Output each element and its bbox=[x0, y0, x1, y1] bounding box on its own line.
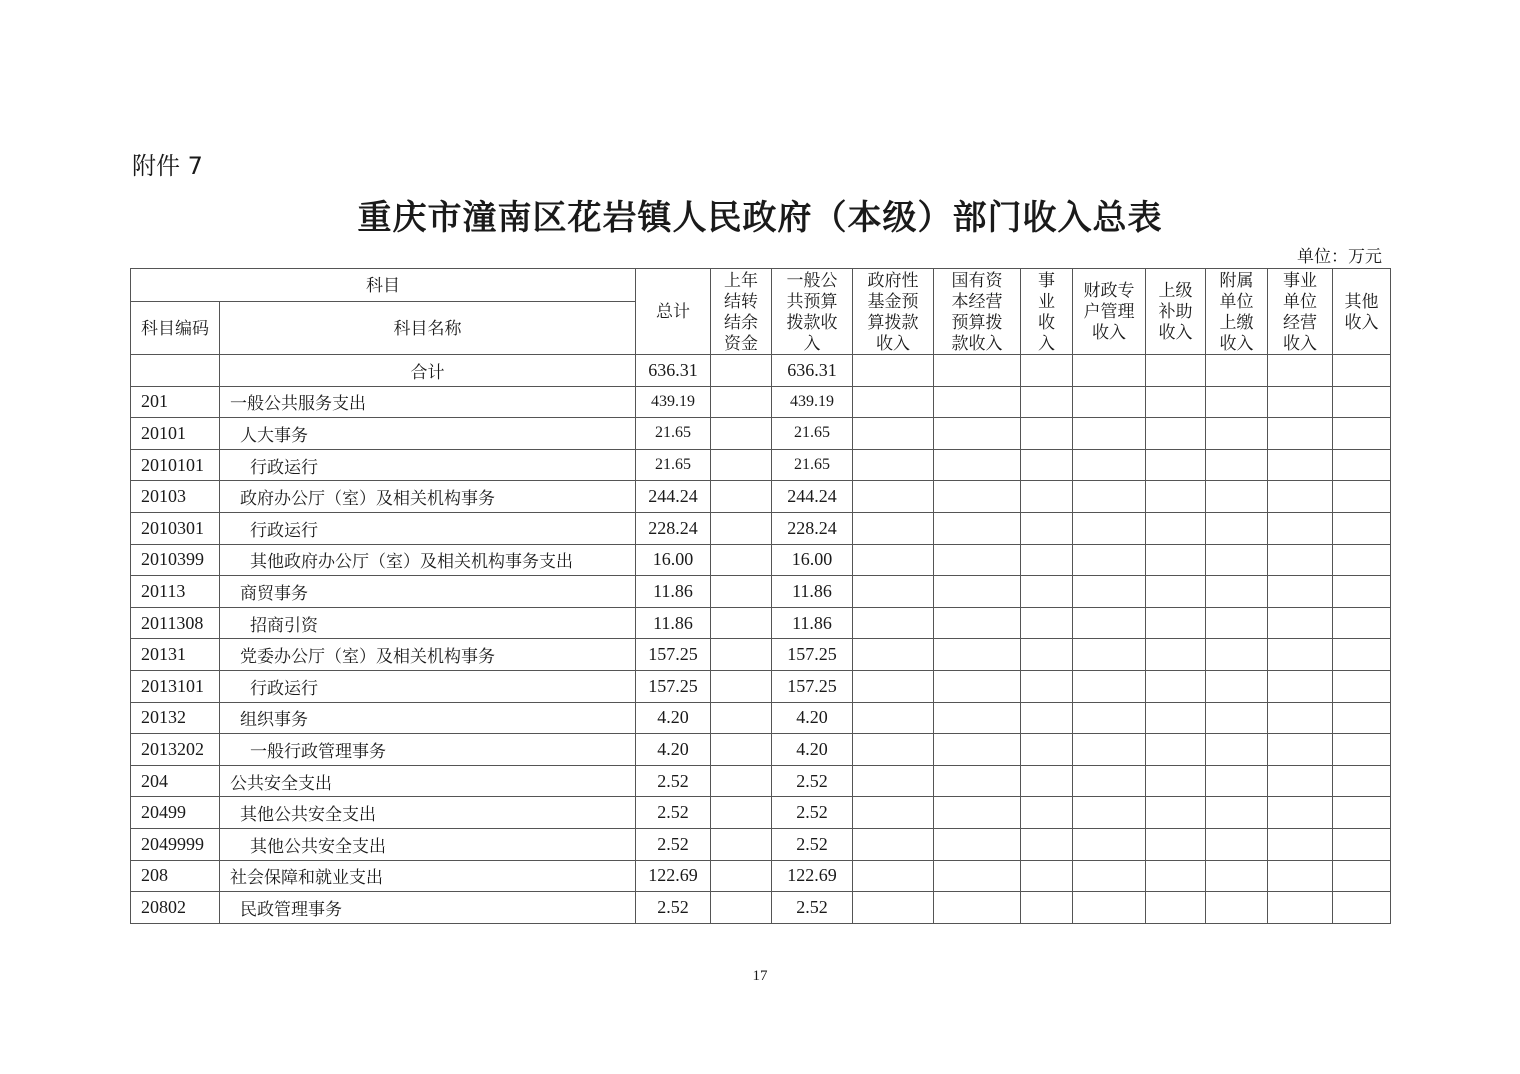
empty-cell bbox=[1021, 418, 1073, 450]
empty-cell bbox=[711, 828, 772, 860]
page-title: 重庆市潼南区花岩镇人民政府（本级）部门收入总表 bbox=[357, 198, 1163, 238]
empty-cell bbox=[1206, 481, 1268, 513]
empty-cell bbox=[1146, 892, 1206, 924]
page-number: 17 bbox=[752, 968, 768, 984]
empty-cell bbox=[1268, 576, 1333, 608]
empty-cell bbox=[1333, 639, 1391, 671]
subject-code-cell: 20113 bbox=[131, 576, 220, 608]
empty-cell bbox=[1021, 386, 1073, 418]
table-row bbox=[131, 734, 1391, 766]
header-business-income: 事 业 收 入 bbox=[1021, 269, 1073, 355]
table-row bbox=[131, 418, 1391, 450]
empty-cell bbox=[1206, 797, 1268, 829]
subject-code-cell: 2010399 bbox=[131, 544, 220, 576]
empty-cell bbox=[1206, 734, 1268, 766]
subject-code-cell: 2010301 bbox=[131, 512, 220, 544]
total-label: 合计 bbox=[220, 355, 636, 387]
total-general-budget-cell: 636.31 bbox=[772, 355, 853, 387]
empty-cell bbox=[1268, 386, 1333, 418]
empty-cell bbox=[1206, 670, 1268, 702]
empty-cell bbox=[1021, 702, 1073, 734]
header-gov-fund-budget: 政府性 基金预 算拨款 收入 bbox=[853, 269, 934, 355]
empty-cell bbox=[853, 481, 934, 513]
empty-cell bbox=[1206, 418, 1268, 450]
empty-cell bbox=[1021, 481, 1073, 513]
total-cell: 11.86 bbox=[636, 607, 711, 639]
empty-cell bbox=[934, 860, 1021, 892]
subject-code-cell: 201 bbox=[131, 386, 220, 418]
table-row bbox=[131, 544, 1391, 576]
table-row bbox=[131, 828, 1391, 860]
total-code-cell bbox=[131, 355, 220, 387]
empty-cell bbox=[853, 386, 934, 418]
subject-name-cell: 政府办公厅（室）及相关机构事务 bbox=[220, 481, 636, 513]
empty-cell bbox=[1206, 386, 1268, 418]
unit-label: 单位：万元 bbox=[1297, 247, 1382, 266]
header-fiscal-special-account: 财政专 户管理 收入 bbox=[1073, 269, 1146, 355]
empty-cell bbox=[934, 544, 1021, 576]
total-cell: 244.24 bbox=[636, 481, 711, 513]
subject-name-cell: 民政管理事务 bbox=[220, 892, 636, 924]
general-budget-cell: 228.24 bbox=[772, 512, 853, 544]
empty-cell bbox=[1146, 544, 1206, 576]
empty-cell bbox=[1146, 702, 1206, 734]
header-state-capital-budget: 国有资 本经营 预算拨 款收入 bbox=[934, 269, 1021, 355]
empty-cell bbox=[934, 639, 1021, 671]
table-row bbox=[131, 639, 1391, 671]
empty-cell bbox=[934, 607, 1021, 639]
empty-cell bbox=[1073, 860, 1146, 892]
subject-code-cell: 20131 bbox=[131, 639, 220, 671]
empty-cell bbox=[1206, 702, 1268, 734]
empty-cell bbox=[853, 765, 934, 797]
header-other-income: 其他 收入 bbox=[1333, 269, 1391, 355]
empty-cell bbox=[853, 892, 934, 924]
empty-cell bbox=[1333, 512, 1391, 544]
empty-cell bbox=[1146, 512, 1206, 544]
empty-cell bbox=[1146, 860, 1206, 892]
empty-cell bbox=[853, 702, 934, 734]
empty-cell bbox=[934, 576, 1021, 608]
empty-cell bbox=[853, 418, 934, 450]
empty-cell bbox=[1268, 765, 1333, 797]
subject-name-cell: 人大事务 bbox=[220, 418, 636, 450]
subject-name-cell: 一般公共服务支出 bbox=[220, 386, 636, 418]
table-row bbox=[131, 860, 1391, 892]
subject-name-cell: 行政运行 bbox=[220, 449, 636, 481]
empty-cell bbox=[1021, 607, 1073, 639]
total-cell: 2.52 bbox=[636, 797, 711, 829]
general-budget-cell: 16.00 bbox=[772, 544, 853, 576]
empty-cell bbox=[1268, 892, 1333, 924]
empty-cell bbox=[1073, 828, 1146, 860]
attachment-label: 附件 7 bbox=[132, 152, 203, 180]
empty-cell bbox=[1021, 892, 1073, 924]
subject-name-cell: 其他公共安全支出 bbox=[220, 828, 636, 860]
table-row bbox=[131, 892, 1391, 924]
general-budget-cell: 2.52 bbox=[772, 797, 853, 829]
table-row bbox=[131, 512, 1391, 544]
subject-code-cell: 20132 bbox=[131, 702, 220, 734]
empty-cell bbox=[934, 797, 1021, 829]
empty-cell bbox=[934, 670, 1021, 702]
empty-cell bbox=[1268, 355, 1333, 387]
general-budget-cell: 4.20 bbox=[772, 702, 853, 734]
empty-cell bbox=[853, 734, 934, 766]
header-total: 总计 bbox=[636, 269, 711, 355]
total-cell: 4.20 bbox=[636, 702, 711, 734]
empty-cell bbox=[1021, 639, 1073, 671]
empty-cell bbox=[934, 892, 1021, 924]
empty-cell bbox=[711, 607, 772, 639]
empty-cell bbox=[1268, 544, 1333, 576]
empty-cell bbox=[1146, 418, 1206, 450]
empty-cell bbox=[1073, 449, 1146, 481]
empty-cell bbox=[1206, 355, 1268, 387]
total-cell: 2.52 bbox=[636, 828, 711, 860]
empty-cell bbox=[711, 481, 772, 513]
empty-cell bbox=[1333, 607, 1391, 639]
total-cell: 16.00 bbox=[636, 544, 711, 576]
empty-cell bbox=[1021, 576, 1073, 608]
empty-cell bbox=[1333, 449, 1391, 481]
table-row bbox=[131, 607, 1391, 639]
empty-cell bbox=[934, 828, 1021, 860]
empty-cell bbox=[1268, 828, 1333, 860]
empty-cell bbox=[934, 449, 1021, 481]
header-affiliated-remittance: 附属 单位 上缴 收入 bbox=[1206, 269, 1268, 355]
empty-cell bbox=[1021, 544, 1073, 576]
empty-cell bbox=[1333, 860, 1391, 892]
empty-cell bbox=[1146, 449, 1206, 481]
empty-cell bbox=[934, 386, 1021, 418]
total-cell: 157.25 bbox=[636, 670, 711, 702]
subject-code-cell: 2011308 bbox=[131, 607, 220, 639]
subject-code-cell: 204 bbox=[131, 765, 220, 797]
empty-cell bbox=[934, 481, 1021, 513]
table-row bbox=[131, 702, 1391, 734]
empty-cell bbox=[1073, 765, 1146, 797]
empty-cell bbox=[1021, 512, 1073, 544]
total-cell: 2.52 bbox=[636, 765, 711, 797]
empty-cell bbox=[1333, 828, 1391, 860]
empty-cell bbox=[853, 607, 934, 639]
empty-cell bbox=[1268, 639, 1333, 671]
empty-cell bbox=[711, 418, 772, 450]
total-cell: 122.69 bbox=[636, 860, 711, 892]
subject-code-cell: 20499 bbox=[131, 797, 220, 829]
empty-cell bbox=[1073, 386, 1146, 418]
table-row bbox=[131, 449, 1391, 481]
empty-cell bbox=[1333, 386, 1391, 418]
empty-cell bbox=[1146, 639, 1206, 671]
general-budget-cell: 21.65 bbox=[772, 449, 853, 481]
subject-name-cell: 商贸事务 bbox=[220, 576, 636, 608]
total-cell: 4.20 bbox=[636, 734, 711, 766]
empty-cell bbox=[1206, 607, 1268, 639]
empty-cell bbox=[1333, 797, 1391, 829]
empty-cell bbox=[1333, 544, 1391, 576]
subject-name-cell: 其他公共安全支出 bbox=[220, 797, 636, 829]
empty-cell bbox=[1268, 797, 1333, 829]
subject-code-cell: 2013202 bbox=[131, 734, 220, 766]
empty-cell bbox=[1146, 828, 1206, 860]
empty-cell bbox=[1268, 860, 1333, 892]
empty-cell bbox=[1268, 449, 1333, 481]
empty-cell bbox=[934, 512, 1021, 544]
empty-cell bbox=[1333, 892, 1391, 924]
empty-cell bbox=[1333, 481, 1391, 513]
empty-cell bbox=[853, 860, 934, 892]
empty-cell bbox=[1206, 512, 1268, 544]
subject-name-cell: 行政运行 bbox=[220, 512, 636, 544]
empty-cell bbox=[1206, 639, 1268, 671]
general-budget-cell: 2.52 bbox=[772, 765, 853, 797]
subject-name-cell: 党委办公厅（室）及相关机构事务 bbox=[220, 639, 636, 671]
empty-cell bbox=[1073, 607, 1146, 639]
empty-cell bbox=[1333, 734, 1391, 766]
empty-cell bbox=[1021, 449, 1073, 481]
general-budget-cell: 2.52 bbox=[772, 892, 853, 924]
table-row bbox=[131, 797, 1391, 829]
empty-cell bbox=[1021, 765, 1073, 797]
empty-cell bbox=[934, 355, 1021, 387]
header-subject-group: 科目 bbox=[131, 269, 636, 302]
empty-cell bbox=[853, 544, 934, 576]
empty-cell bbox=[934, 734, 1021, 766]
empty-cell bbox=[711, 639, 772, 671]
general-budget-cell: 439.19 bbox=[772, 386, 853, 418]
empty-cell bbox=[1206, 765, 1268, 797]
general-budget-cell: 21.65 bbox=[772, 418, 853, 450]
empty-cell bbox=[1073, 576, 1146, 608]
empty-cell bbox=[1146, 797, 1206, 829]
empty-cell bbox=[1146, 734, 1206, 766]
empty-cell bbox=[853, 355, 934, 387]
empty-cell bbox=[1206, 892, 1268, 924]
empty-cell bbox=[1073, 544, 1146, 576]
empty-cell bbox=[711, 670, 772, 702]
total-total-cell: 636.31 bbox=[636, 355, 711, 387]
empty-cell bbox=[1073, 418, 1146, 450]
table-row bbox=[131, 386, 1391, 418]
header-subject-code: 科目编码 bbox=[131, 302, 220, 355]
empty-cell bbox=[711, 734, 772, 766]
empty-cell bbox=[853, 639, 934, 671]
total-cell: 228.24 bbox=[636, 512, 711, 544]
header-subject-name: 科目名称 bbox=[220, 302, 636, 355]
empty-cell bbox=[1333, 702, 1391, 734]
table-row bbox=[131, 670, 1391, 702]
empty-cell bbox=[853, 797, 934, 829]
empty-cell bbox=[1021, 797, 1073, 829]
total-cell: 157.25 bbox=[636, 639, 711, 671]
general-budget-cell: 11.86 bbox=[772, 576, 853, 608]
header-superior-subsidy: 上级 补助 收入 bbox=[1146, 269, 1206, 355]
empty-cell bbox=[711, 765, 772, 797]
empty-cell bbox=[1206, 828, 1268, 860]
table-row bbox=[131, 481, 1391, 513]
empty-cell bbox=[934, 418, 1021, 450]
empty-cell bbox=[1021, 670, 1073, 702]
empty-cell bbox=[1021, 355, 1073, 387]
empty-cell bbox=[711, 544, 772, 576]
empty-cell bbox=[1268, 418, 1333, 450]
subject-name-cell: 一般行政管理事务 bbox=[220, 734, 636, 766]
subject-name-cell: 社会保障和就业支出 bbox=[220, 860, 636, 892]
empty-cell bbox=[711, 860, 772, 892]
general-budget-cell: 2.52 bbox=[772, 828, 853, 860]
empty-cell bbox=[1073, 355, 1146, 387]
empty-cell bbox=[1333, 355, 1391, 387]
subject-name-cell: 其他政府办公厅（室）及相关机构事务支出 bbox=[220, 544, 636, 576]
empty-cell bbox=[1073, 734, 1146, 766]
subject-code-cell: 208 bbox=[131, 860, 220, 892]
empty-cell bbox=[1268, 670, 1333, 702]
subject-code-cell: 2010101 bbox=[131, 449, 220, 481]
subject-name-cell: 行政运行 bbox=[220, 670, 636, 702]
empty-cell bbox=[1021, 734, 1073, 766]
empty-cell bbox=[1146, 576, 1206, 608]
empty-cell bbox=[853, 576, 934, 608]
empty-cell bbox=[711, 702, 772, 734]
general-budget-cell: 157.25 bbox=[772, 670, 853, 702]
empty-cell bbox=[1146, 481, 1206, 513]
empty-cell bbox=[1146, 765, 1206, 797]
empty-cell bbox=[853, 512, 934, 544]
subject-code-cell: 20103 bbox=[131, 481, 220, 513]
empty-cell bbox=[934, 765, 1021, 797]
empty-cell bbox=[1073, 670, 1146, 702]
general-budget-cell: 11.86 bbox=[772, 607, 853, 639]
table-row bbox=[131, 576, 1391, 608]
empty-cell bbox=[1146, 607, 1206, 639]
empty-cell bbox=[1073, 702, 1146, 734]
empty-cell bbox=[1268, 607, 1333, 639]
table-row bbox=[131, 765, 1391, 797]
empty-cell bbox=[1206, 860, 1268, 892]
empty-cell bbox=[1146, 670, 1206, 702]
header-business-operation: 事业 单位 经营 收入 bbox=[1268, 269, 1333, 355]
empty-cell bbox=[1146, 355, 1206, 387]
empty-cell bbox=[1146, 386, 1206, 418]
empty-cell bbox=[1021, 828, 1073, 860]
subject-name-cell: 公共安全支出 bbox=[220, 765, 636, 797]
empty-cell bbox=[711, 449, 772, 481]
empty-cell bbox=[711, 892, 772, 924]
empty-cell bbox=[1268, 481, 1333, 513]
empty-cell bbox=[1268, 512, 1333, 544]
empty-cell bbox=[1021, 860, 1073, 892]
header-general-budget: 一般公 共预算 拨款收 入 bbox=[772, 269, 853, 355]
empty-cell bbox=[1206, 544, 1268, 576]
general-budget-cell: 244.24 bbox=[772, 481, 853, 513]
general-budget-cell: 157.25 bbox=[772, 639, 853, 671]
total-cell: 21.65 bbox=[636, 449, 711, 481]
total-cell: 2.52 bbox=[636, 892, 711, 924]
empty-cell bbox=[1206, 449, 1268, 481]
total-cell: 21.65 bbox=[636, 418, 711, 450]
empty-cell bbox=[1333, 670, 1391, 702]
empty-cell bbox=[1073, 892, 1146, 924]
empty-cell bbox=[1073, 797, 1146, 829]
empty-cell bbox=[853, 670, 934, 702]
header-prior-year-carryover: 上年 结转 结余 资金 bbox=[711, 269, 772, 355]
subject-name-cell: 组织事务 bbox=[220, 702, 636, 734]
empty-cell bbox=[1073, 512, 1146, 544]
empty-cell bbox=[1206, 576, 1268, 608]
empty-cell bbox=[711, 355, 772, 387]
total-row bbox=[131, 355, 1391, 387]
total-cell: 11.86 bbox=[636, 576, 711, 608]
empty-cell bbox=[934, 702, 1021, 734]
empty-cell bbox=[711, 386, 772, 418]
revenue-summary-table bbox=[130, 268, 1391, 924]
general-budget-cell: 122.69 bbox=[772, 860, 853, 892]
subject-code-cell: 2013101 bbox=[131, 670, 220, 702]
empty-cell bbox=[853, 828, 934, 860]
empty-cell bbox=[711, 797, 772, 829]
general-budget-cell: 4.20 bbox=[772, 734, 853, 766]
total-cell: 439.19 bbox=[636, 386, 711, 418]
empty-cell bbox=[711, 576, 772, 608]
empty-cell bbox=[1073, 481, 1146, 513]
subject-code-cell: 20802 bbox=[131, 892, 220, 924]
empty-cell bbox=[1333, 576, 1391, 608]
empty-cell bbox=[1268, 702, 1333, 734]
empty-cell bbox=[1268, 734, 1333, 766]
empty-cell bbox=[1333, 765, 1391, 797]
empty-cell bbox=[1333, 418, 1391, 450]
empty-cell bbox=[711, 512, 772, 544]
subject-code-cell: 20101 bbox=[131, 418, 220, 450]
empty-cell bbox=[1073, 639, 1146, 671]
empty-cell bbox=[853, 449, 934, 481]
subject-name-cell: 招商引资 bbox=[220, 607, 636, 639]
subject-code-cell: 2049999 bbox=[131, 828, 220, 860]
